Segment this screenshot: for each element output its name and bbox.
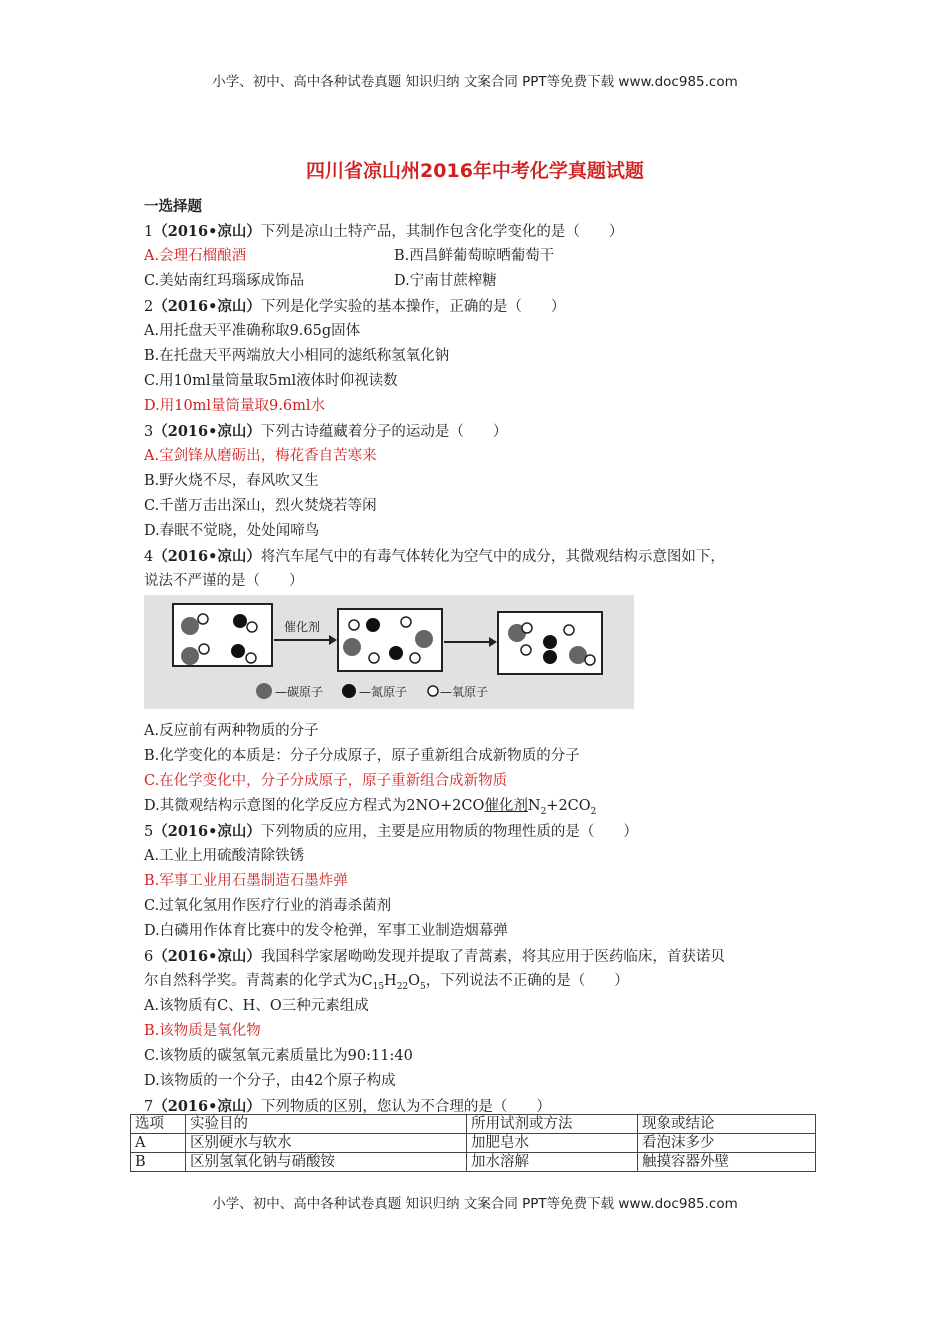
- q-num: 5: [144, 824, 154, 840]
- oxygen-atom: [246, 653, 256, 663]
- q4-d-text: D.其微观结构示意图的化学反应方程式为2NO+2CO: [144, 798, 485, 814]
- q6-stem-continued: [144, 969, 816, 994]
- catalyst-label: 催化剂: [284, 620, 321, 634]
- oxygen-atom: [410, 653, 420, 663]
- q6-sub: 5: [420, 981, 426, 992]
- legend-nitrogen-icon: [342, 684, 356, 698]
- q4-option-d: [144, 794, 816, 819]
- q3-option-a: A.宝剑锋从磨砺出，梅花香自苦寒来: [144, 448, 377, 464]
- q-num: 3: [144, 424, 154, 440]
- q6-option-c: C.该物质的碳氢氧元素质量比为90:11:40: [144, 1048, 413, 1064]
- table-cell: 加水溶解: [467, 1153, 638, 1172]
- q4-option-a: A.反应前有两种物质的分子: [144, 723, 319, 739]
- q2-option-d: D.用10ml量筒量取9.6ml水: [144, 398, 326, 414]
- legend-carbon-icon: [256, 683, 272, 699]
- q-stem: 将汽车尾气中的有毒气体转化为空气中的成分，其微观结构示意图如下，: [260, 549, 725, 565]
- nitrogen-atom: [543, 635, 557, 649]
- q4-d-sub: 2: [590, 806, 597, 817]
- question-6: [144, 944, 816, 969]
- table-cell: 触摸容器外壁: [638, 1153, 816, 1172]
- q5-option-c: C.过氧化氢用作医疗行业的消毒杀菌剂: [144, 898, 392, 914]
- q-num: 4: [144, 549, 154, 565]
- q-tag: （2016•凉山）: [153, 1098, 261, 1115]
- page-footer: 小学、初中、高中各种试卷真题 知识归纳 文案合同 PPT等免费下载 www.doc985.com: [212, 1196, 738, 1212]
- table-cell: 区别硬水与软水: [186, 1134, 467, 1153]
- nitrogen-atom: [233, 614, 247, 628]
- q5-option-d: D.白磷用作体育比赛中的发令枪弹，军事工业制造烟幕弹: [144, 923, 508, 939]
- table-header: 所用试剂或方法: [467, 1115, 638, 1134]
- q2-option-b: B.在托盘天平两端放大小相同的滤纸称氢氧化钠: [144, 348, 450, 364]
- q6-text: 尔自然科学奖。青蒿素的化学式为C: [144, 973, 373, 989]
- q5-option-b: B.军事工业用石墨制造石墨炸弹: [144, 873, 348, 889]
- q6-option-d: D.该物质的一个分子，由42个原子构成: [144, 1073, 396, 1089]
- q4-stem-continued: 说法不严谨的是（ ）: [144, 573, 304, 589]
- q4-option-b: B.化学变化的本质是：分子分成原子，原子重新组合成新物质的分子: [144, 748, 580, 764]
- oxygen-atom: [247, 622, 257, 632]
- oxygen-atom: [198, 614, 208, 624]
- table-cell: B: [131, 1153, 186, 1172]
- question-3: [144, 419, 816, 444]
- table-cell: 加肥皂水: [467, 1134, 638, 1153]
- table-header: 选项: [131, 1115, 186, 1134]
- question-4: [144, 544, 816, 569]
- reaction-svg: [144, 595, 634, 709]
- q-stem: 下列物质的应用，主要是应用物质的物理性质的是（ ）: [260, 824, 638, 840]
- q-tag: （2016•凉山）: [153, 948, 261, 965]
- question-5: [144, 819, 816, 844]
- table-cell: 看泡沫多少: [638, 1134, 816, 1153]
- oxygen-atom: [199, 644, 209, 654]
- q4-d-plus: +2CO: [546, 798, 591, 814]
- oxygen-atom: [521, 645, 531, 655]
- table-header: 现象或结论: [638, 1115, 816, 1134]
- q4-d-condition: 催化剂: [484, 798, 528, 814]
- q-stem: 下列古诗蕴藏着分子的运动是（ ）: [260, 424, 508, 440]
- q6-option-b: B.该物质是氧化物: [144, 1023, 261, 1039]
- section-heading: 一选择题: [144, 198, 202, 215]
- oxygen-atom: [349, 620, 359, 630]
- q-stem: 下列是凉山土特产品，其制作包含化学变化的是（ ）: [260, 224, 624, 240]
- nitrogen-atom: [389, 646, 403, 660]
- q-num: 7: [144, 1099, 154, 1115]
- q-num: 1: [144, 224, 154, 240]
- q4-option-c: C.在化学变化中，分子分成原子，原子重新组合成新物质: [144, 773, 508, 789]
- q1-options-ab: [144, 244, 816, 269]
- page-title: 四川省凉山州2016年中考化学真题试题: [306, 160, 644, 182]
- question-2: [144, 294, 816, 319]
- q2-option-c: C.用10ml量筒量取5ml液体时仰视读数: [144, 373, 398, 389]
- q6-o: O: [408, 973, 421, 989]
- q3-option-c: C.千凿万击出深山，烈火焚烧若等闲: [144, 498, 377, 514]
- oxygen-atom: [564, 625, 574, 635]
- arrow-head: [329, 635, 337, 645]
- q5-option-a: A.工业上用硫酸清除铁锈: [144, 848, 305, 864]
- legend-oxygen-icon: [428, 686, 438, 696]
- arrow-head: [489, 637, 497, 647]
- legend-nitrogen: —氮原子: [359, 685, 408, 699]
- q6-sub: 15: [372, 981, 385, 992]
- oxygen-atom: [522, 623, 532, 633]
- q1-option-d: D.宁南甘蔗榨糖: [394, 273, 497, 289]
- q3-option-d: D.春眠不觉晓，处处闻啼鸟: [144, 523, 320, 539]
- q-tag: （2016•凉山）: [153, 223, 261, 240]
- carbon-atom: [343, 638, 361, 656]
- q-num: 6: [144, 949, 154, 965]
- q7-table: [130, 1114, 816, 1172]
- q1-options-cd: [144, 269, 816, 294]
- table-cell: A: [131, 1134, 186, 1153]
- q-tag: （2016•凉山）: [153, 823, 261, 840]
- nitrogen-atom: [231, 644, 245, 658]
- legend-carbon: —碳原子: [275, 685, 324, 699]
- carbon-atom: [415, 630, 433, 648]
- oxygen-atom: [369, 653, 379, 663]
- q1-option-b: B.西昌鲜葡萄晾晒葡萄干: [394, 248, 555, 264]
- carbon-atom: [181, 617, 199, 635]
- table-cell: 区别氢氧化钠与硝酸铵: [186, 1153, 467, 1172]
- q-stem: 下列是化学实验的基本操作，正确的是（ ）: [260, 299, 566, 315]
- q3-option-b: B.野火烧不尽，春风吹又生: [144, 473, 319, 489]
- question-content: [144, 194, 816, 1119]
- molecular-diagram: [144, 595, 634, 709]
- q1-option-c: C.美姑南红玛瑙琢成饰品: [144, 273, 305, 289]
- q6-h: H: [384, 973, 397, 989]
- table-header-row: [131, 1115, 816, 1134]
- q1-option-a: A.会理石榴酿酒: [144, 248, 247, 264]
- q-tag: （2016•凉山）: [153, 423, 261, 440]
- q-tag: （2016•凉山）: [153, 548, 261, 565]
- q2-option-a: A.用托盘天平准确称取9.65g固体: [144, 323, 361, 339]
- oxygen-atom: [401, 617, 411, 627]
- table-row: [131, 1153, 816, 1172]
- q-stem: 下列物质的区别，您认为不合理的是（ ）: [260, 1099, 551, 1115]
- table-row: [131, 1134, 816, 1153]
- q4-d-n: N: [527, 798, 541, 814]
- table-header: 实验目的: [186, 1115, 467, 1134]
- page-header: 小学、初中、高中各种试卷真题 知识归纳 文案合同 PPT等免费下载 www.doc985.com: [212, 74, 738, 90]
- legend-oxygen: —氧原子: [440, 685, 489, 699]
- nitrogen-atom: [366, 618, 380, 632]
- q-stem: 我国科学家屠呦呦发现并提取了青蒿素，将其应用于医药临床，首获诺贝: [260, 949, 725, 965]
- question-1: [144, 219, 816, 244]
- q-num: 2: [144, 299, 154, 315]
- carbon-atom: [181, 647, 199, 665]
- q6-text: ，下列说法不正确的是（ ）: [425, 973, 629, 989]
- q6-sub: 22: [396, 981, 409, 992]
- q-tag: （2016•凉山）: [153, 298, 261, 315]
- carbon-atom: [569, 646, 587, 664]
- oxygen-atom: [585, 655, 595, 665]
- q6-option-a: A.该物质有C、H、O三种元素组成: [144, 998, 369, 1014]
- nitrogen-atom: [543, 650, 557, 664]
- q4-d-sub: 2: [540, 806, 547, 817]
